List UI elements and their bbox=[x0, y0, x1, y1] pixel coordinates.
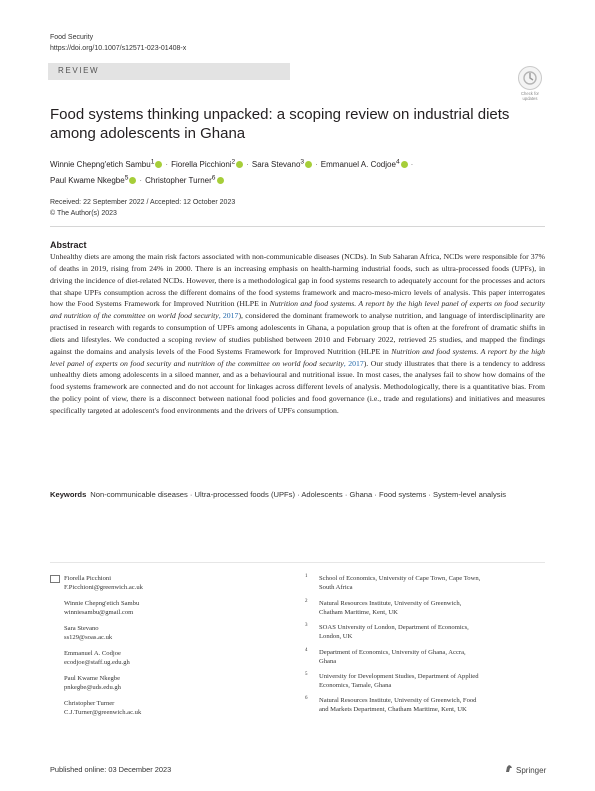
author-list: Winnie Chepng'etich Sambu$^1$ · Fiorella Picchioni$^2$ · Sara Stevano$^3$ · Emmanuel A. Codjoe$^4$ · Paul Kwame Nkegbe$^5$ · Christopher Turner$^6$ bbox=[50, 158, 414, 186]
abstract-heading: Abstract bbox=[50, 240, 87, 250]
author-entry[interactable]: Fiorella Picchioni$^2$ bbox=[171, 160, 243, 169]
citation-link[interactable]: , 2017 bbox=[218, 311, 239, 321]
doi-link[interactable]: https://doi.org/10.1007/s12571-023-01408-x bbox=[50, 45, 187, 52]
citation-link[interactable]: , 2017 bbox=[343, 358, 364, 368]
abstract-body: Unhealthy diets are among the main risk factors associated with non-communicable diseases (NCDs). In Sub Saharan Africa, NCDs were responsible for 37% of deaths in 2019, rising from 24% in 2000. There is an increasing emphasis on health-harming industrial foods, such as ultra-processed foods (UPFs), in driving the incidence of diet-related NCDs. However, there is a methodological gap in food systems research to adequately account for the processes and actors that shape UPFs consumption across the different domains of the food systems framework and macro-meso-micro levels of analysis. This paper interrogates how the Food Systems Framework for Improved Nutrition (HLPE in Nutrition and food systems. A report by the high level panel of experts on food security and nutrition of the committee on world food security, 2017), considered the dominant framework to analyse nutrition, and language of interdisciplinarity are practised in research with regards to consumption of UPFs among adolescents in Ghana, a population group that is often at the forefront of dramatic shifts in diets and lifestyles. We conducted a scoping review of studies published between 2010 and February 2022, retrieved 25 studies, and mapped the findings against the domains and analysis levels of the Food Systems Framework for Improved Nutrition (HLPE in Nutrition and food systems. A report by the high level panel of experts on food security and nutrition of the committee on world food security, 2017). Our study illustrates that there is a tendency to address unhealthy diets among adolescents in a siloed manner, and as a behavioural and nutritional issue. In most cases, the analyses fail to show how domains of the food systems framework are connected and do not account for linkages across different levels of analysis. Methodologically, there is a quantitative bias. From the policy point of view, there is a disconnect between national food policies and food governance (i.e., trade and regulations) and initiatives and measures specifically targeted at adolescent's food environments and the drivers of UPFs consumption. bbox=[50, 252, 546, 415]
contact-entry: Christopher Turner C.J.Turner@greenwich.ac.uk bbox=[64, 700, 142, 716]
copyright: © The Author(s) 2023 bbox=[50, 210, 117, 217]
keywords: Keywords Non-communicable diseases · Ultra-processed foods (UPFs) · Adolescents · Ghana · Food systems · System-level analysis bbox=[50, 490, 507, 499]
keywords-heading: Keywords bbox=[50, 490, 87, 499]
article-title: Food systems thinking unpacked: a scoping review on industrial diets among adolescents in Ghana bbox=[50, 106, 510, 142]
keyword: Ghana bbox=[349, 490, 373, 499]
orcid-icon[interactable] bbox=[305, 161, 312, 168]
author-entry[interactable]: Christopher Turner$^6$ bbox=[145, 176, 223, 185]
keyword: System-level analysis bbox=[433, 490, 507, 499]
orcid-icon[interactable] bbox=[236, 161, 243, 168]
orcid-icon[interactable] bbox=[401, 161, 408, 168]
keyword: Non-communicable diseases bbox=[90, 490, 188, 499]
publisher-name: Springer bbox=[516, 766, 547, 775]
email-link[interactable]: F.Picchioni@greenwich.ac.uk bbox=[64, 584, 143, 591]
contact-entry: Emmanuel A. Codjoe ecodjoe@staff.ug.edu.gh bbox=[64, 650, 130, 666]
article-type-label: REVIEW bbox=[58, 66, 100, 75]
author-entry[interactable]: Sara Stevano$^3$ bbox=[252, 160, 312, 169]
springer-horse-icon bbox=[505, 764, 513, 775]
author-entry[interactable]: Paul Kwame Nkegbe$^5$ bbox=[50, 176, 136, 185]
contact-entry: Paul Kwame Nkegbe pnkegbe@uds.edu.gh bbox=[64, 675, 121, 691]
contact-entry: Winnie Chepng'etich Sambu winniesambu@gmail.com bbox=[64, 600, 140, 616]
orcid-icon[interactable] bbox=[217, 177, 224, 184]
published-date: Published online: 03 December 2023 bbox=[50, 765, 172, 774]
check-for-updates-icon bbox=[518, 66, 542, 90]
keyword: Adolescents bbox=[301, 490, 343, 499]
author-entry[interactable]: Emmanuel A. Codjoe$^4$ bbox=[321, 160, 408, 169]
received-accepted: Received: 22 September 2022 / Accepted: 12 October 2023 bbox=[50, 199, 236, 206]
divider bbox=[50, 226, 545, 227]
journal-name: Food Security bbox=[50, 34, 94, 41]
email-link[interactable]: pnkegbe@uds.edu.gh bbox=[64, 684, 121, 691]
author-entry[interactable]: Winnie Chepng'etich Sambu$^1$ bbox=[50, 160, 162, 169]
email-link[interactable]: ecodjoe@staff.ug.edu.gh bbox=[64, 659, 130, 666]
publisher-logo bbox=[505, 764, 546, 775]
footnote-divider bbox=[50, 562, 545, 563]
journal-header bbox=[50, 32, 186, 54]
orcid-icon[interactable] bbox=[155, 161, 162, 168]
email-link[interactable]: C.J.Turner@greenwich.ac.uk bbox=[64, 709, 142, 716]
keyword: Food systems bbox=[379, 490, 427, 499]
check-for-updates-badge[interactable] bbox=[516, 66, 544, 101]
email-link[interactable]: winniesambu@gmail.com bbox=[64, 609, 134, 616]
keyword: Ultra-processed foods (UPFs) bbox=[194, 490, 295, 499]
orcid-icon[interactable] bbox=[129, 177, 136, 184]
article-dates bbox=[50, 197, 235, 219]
contact-entry: Fiorella Picchioni F.Picchioni@greenwich.ac.uk bbox=[64, 575, 143, 591]
contact-entry: Sara Stevano ss129@soas.ac.uk bbox=[64, 625, 113, 641]
email-link[interactable]: ss129@soas.ac.uk bbox=[64, 634, 113, 641]
check-for-updates-text: Check for updates bbox=[521, 91, 539, 101]
envelope-icon bbox=[50, 575, 60, 583]
